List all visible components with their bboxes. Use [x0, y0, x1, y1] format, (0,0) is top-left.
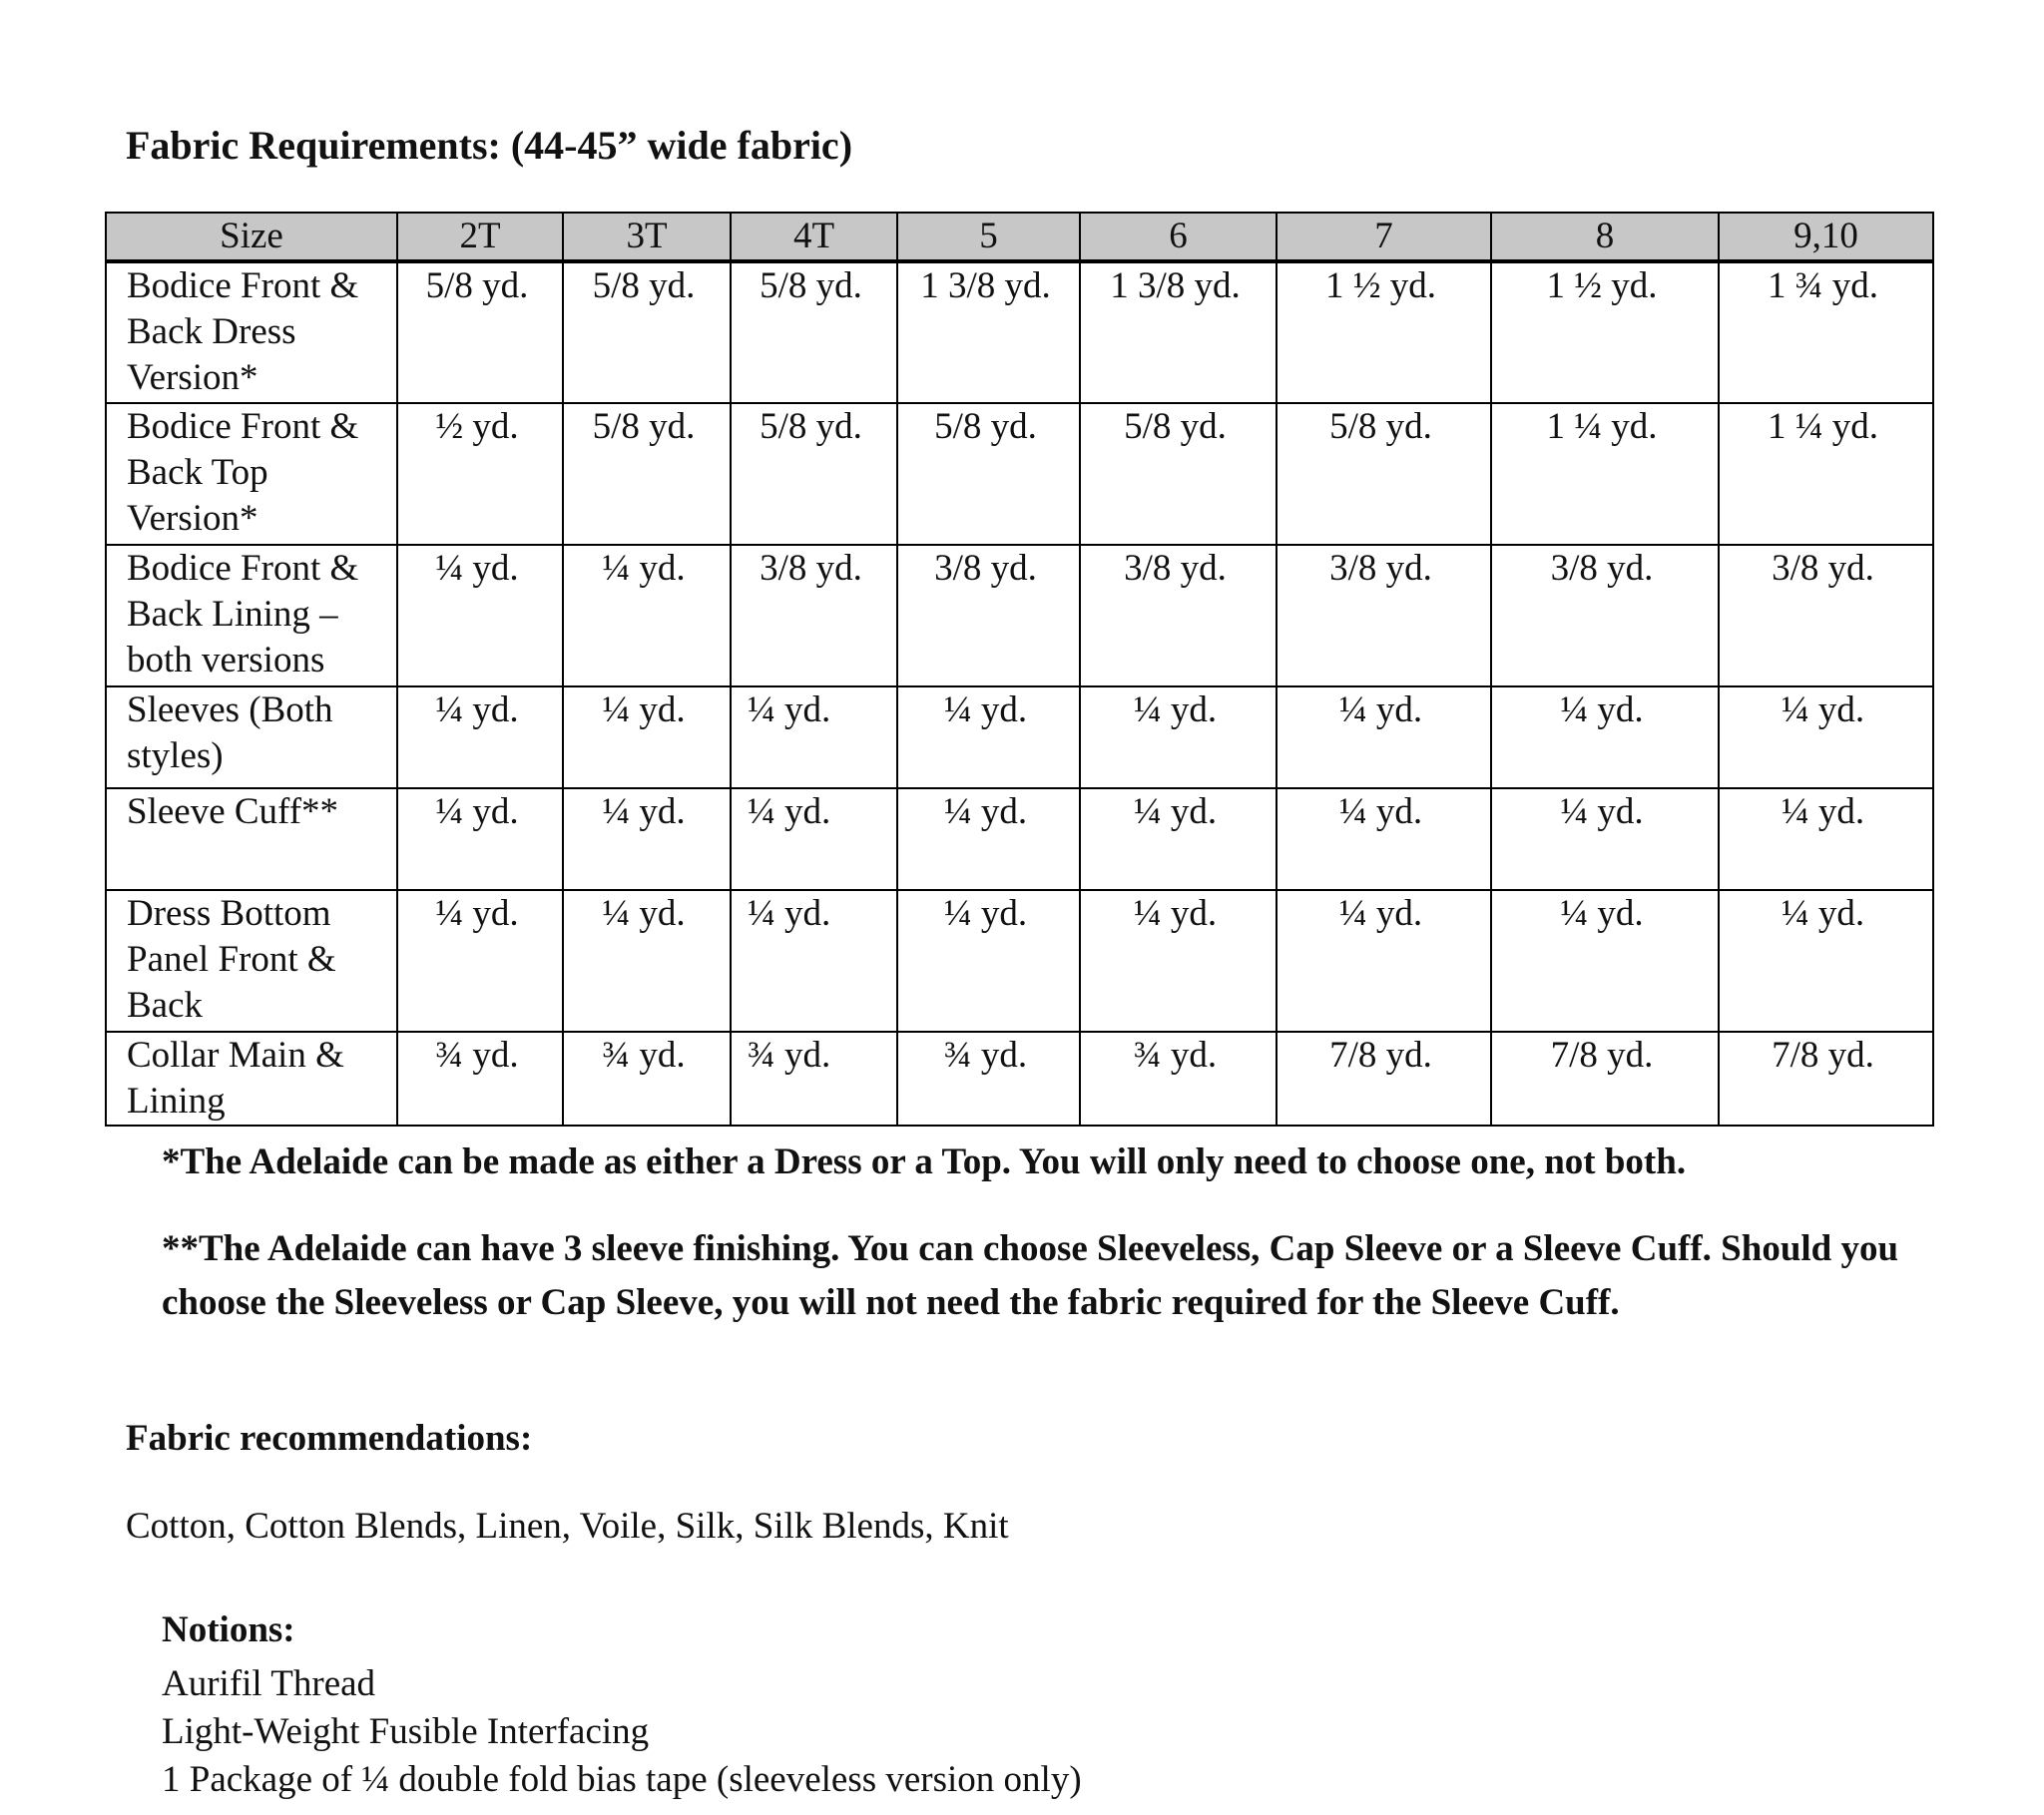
table-cell: 3/8 yd. — [897, 545, 1080, 686]
dress-or-top-note: *The Adelaide can be made as either a Dress or a Top. You will only need to choose one, not both. — [162, 1141, 1687, 1182]
table-cell: ¾ yd. — [397, 1032, 563, 1126]
table-cell: ¼ yd. — [1277, 890, 1491, 1032]
table-cell: ¼ yd. — [397, 545, 563, 686]
table-cell: 3/8 yd. — [1719, 545, 1933, 686]
table-cell: ¼ yd. — [1719, 788, 1933, 890]
table-cell: ¼ yd. — [1491, 890, 1719, 1032]
fabric-requirements-heading: Fabric Requirements: (44-45” wide fabric) — [126, 123, 853, 168]
table-cell: ¾ yd. — [563, 1032, 731, 1126]
table-cell: 5/8 yd. — [397, 261, 563, 403]
row-label: Sleeves (Both styles) — [106, 686, 397, 788]
size-header-cell: 2T — [397, 213, 563, 261]
row-label: Bodice Front & Back Dress Version* — [106, 261, 397, 403]
fabric-requirements-table — [105, 212, 1934, 1127]
table-cell: 1 ½ yd. — [1277, 261, 1491, 403]
table-header-row — [106, 213, 1933, 261]
table-cell: 5/8 yd. — [731, 403, 897, 545]
table-row — [106, 686, 1933, 788]
table-cell: ¼ yd. — [1491, 788, 1719, 890]
table-cell: 5/8 yd. — [563, 403, 731, 545]
size-header-cell: 5 — [897, 213, 1080, 261]
table-cell: 1 ¾ yd. — [1719, 261, 1933, 403]
row-label: Sleeve Cuff** — [106, 788, 397, 890]
notions-heading: Notions: — [162, 1609, 295, 1650]
table-cell: ¾ yd. — [731, 1032, 897, 1126]
table-cell: ¼ yd. — [897, 788, 1080, 890]
table-cell: ¼ yd. — [1277, 788, 1491, 890]
row-label: Bodice Front & Back Top Version* — [106, 403, 397, 545]
table-cell: ¼ yd. — [397, 788, 563, 890]
table-cell: 5/8 yd. — [1080, 403, 1277, 545]
table-cell: ¼ yd. — [731, 788, 897, 890]
table-cell: 3/8 yd. — [1080, 545, 1277, 686]
size-header-cell: 7 — [1277, 213, 1491, 261]
size-header-cell: 8 — [1491, 213, 1719, 261]
table-cell: ¼ yd. — [1719, 890, 1933, 1032]
table-row — [106, 403, 1933, 545]
table-cell: ¼ yd. — [397, 890, 563, 1032]
row-label: Bodice Front & Back Lining – both versions — [106, 545, 397, 686]
list-item: Light-Weight Fusible Interfacing — [162, 1711, 650, 1752]
table-cell: ¼ yd. — [731, 890, 897, 1032]
row-label: Collar Main & Lining — [106, 1032, 397, 1126]
table-cell: ¼ yd. — [1080, 686, 1277, 788]
table-cell: 5/8 yd. — [563, 261, 731, 403]
table-cell: 1 ¼ yd. — [1491, 403, 1719, 545]
size-header-cell: 6 — [1080, 213, 1277, 261]
table-cell: ¼ yd. — [1277, 686, 1491, 788]
table-cell: ¼ yd. — [1080, 788, 1277, 890]
table-cell: ¾ yd. — [897, 1032, 1080, 1126]
sleeve-finishing-note: **The Adelaide can have 3 sleeve finishing. You can choose Sleeveless, Cap Sleeve or a Sleeve Cuff. Should you choose the Sleeveless or Cap Sleeve, you will not need the fabric required for the Sleeve Cuff. — [162, 1228, 1899, 1323]
table-cell: 3/8 yd. — [1277, 545, 1491, 686]
list-item: Aurifil Thread — [162, 1663, 376, 1704]
table-cell: ¼ yd. — [731, 686, 897, 788]
table-row — [106, 890, 1933, 1032]
table-cell: 5/8 yd. — [1277, 403, 1491, 545]
table-cell: 3/8 yd. — [731, 545, 897, 686]
size-header-cell: 3T — [563, 213, 731, 261]
table-cell: ¼ yd. — [563, 890, 731, 1032]
table-row — [106, 1032, 1933, 1126]
table-cell: 7/8 yd. — [1491, 1032, 1719, 1126]
table-cell: ¼ yd. — [563, 686, 731, 788]
list-item: 1 Package of ¼ double fold bias tape (sleeveless version only) — [162, 1759, 1082, 1800]
size-column-header: Size — [106, 213, 397, 261]
table-cell: ¼ yd. — [563, 545, 731, 686]
table-cell: ¼ yd. — [397, 686, 563, 788]
table-cell: 5/8 yd. — [897, 403, 1080, 545]
table-row — [106, 261, 1933, 403]
table-cell: ¼ yd. — [563, 788, 731, 890]
table-cell: ¼ yd. — [1719, 686, 1933, 788]
size-header-cell: 9,10 — [1719, 213, 1933, 261]
fabric-recommendations-heading: Fabric recommendations: — [126, 1418, 533, 1459]
table-cell: 1 ½ yd. — [1491, 261, 1719, 403]
table-cell: 1 ¼ yd. — [1719, 403, 1933, 545]
table-cell: 7/8 yd. — [1719, 1032, 1933, 1126]
table-row — [106, 545, 1933, 686]
table-cell: 7/8 yd. — [1277, 1032, 1491, 1126]
table-cell: 1 3/8 yd. — [897, 261, 1080, 403]
table-cell: ½ yd. — [397, 403, 563, 545]
table-row — [106, 788, 1933, 890]
table-cell: 1 3/8 yd. — [1080, 261, 1277, 403]
fabric-recommendations-text: Cotton, Cotton Blends, Linen, Voile, Silk, Silk Blends, Knit — [126, 1506, 1009, 1547]
table-cell: ¾ yd. — [1080, 1032, 1277, 1126]
size-header-cell: 4T — [731, 213, 897, 261]
table-cell: ¼ yd. — [1491, 686, 1719, 788]
notions-list — [162, 1660, 1082, 1804]
table-cell: 3/8 yd. — [1491, 545, 1719, 686]
table-cell: 5/8 yd. — [731, 261, 897, 403]
table-cell: ¼ yd. — [897, 686, 1080, 788]
table-cell: ¼ yd. — [897, 890, 1080, 1032]
row-label: Dress Bottom Panel Front & Back — [106, 890, 397, 1032]
table-cell: ¼ yd. — [1080, 890, 1277, 1032]
